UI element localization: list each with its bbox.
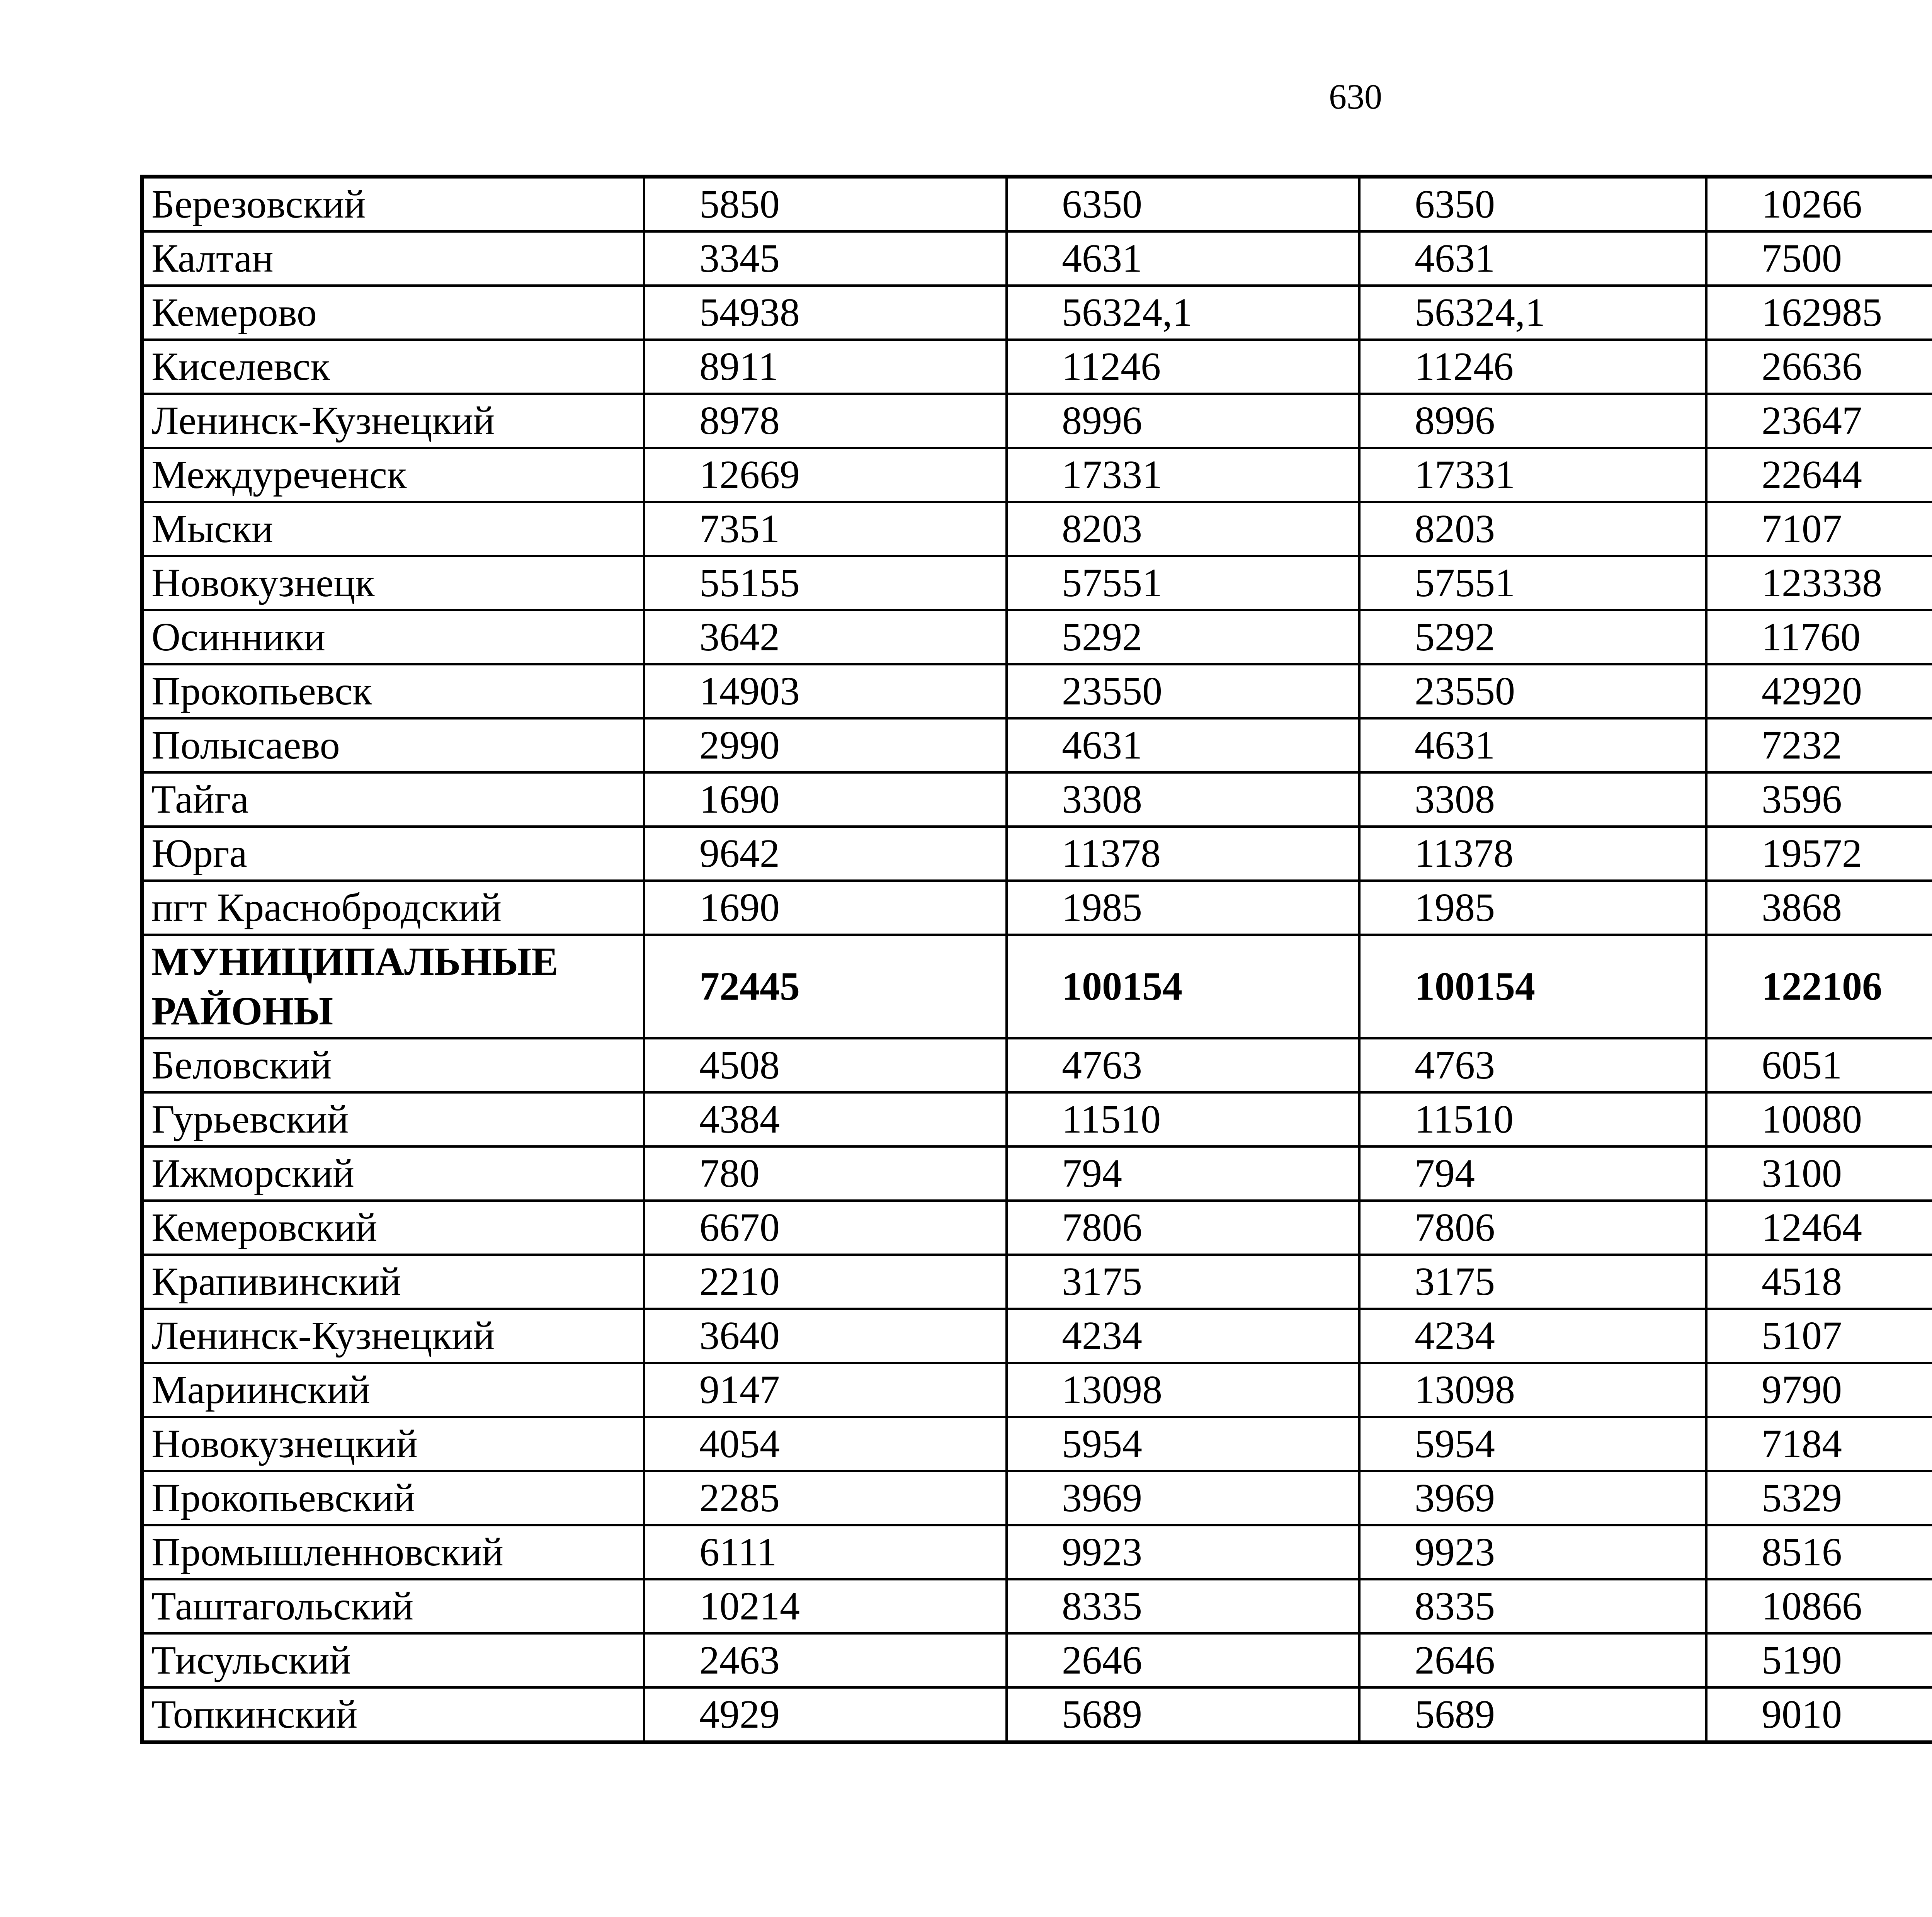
- value-cell-col-1: 4929: [644, 1687, 1007, 1742]
- municipality-name-cell: Прокопьевск: [142, 664, 644, 718]
- value-cell-col-3: 8203: [1359, 502, 1706, 556]
- value-cell-col-2: 1985: [1007, 881, 1359, 935]
- municipality-name-cell: Кемерово: [142, 286, 644, 340]
- value-cell-col-3: 8335: [1359, 1579, 1706, 1633]
- municipality-name-cell: Юрга: [142, 827, 644, 881]
- value-cell-col-1: 2463: [644, 1633, 1007, 1687]
- value-cell-col-4: 19572: [1706, 827, 1932, 881]
- value-cell-col-3: 11246: [1359, 340, 1706, 394]
- table-row: [142, 394, 1932, 448]
- table-row: [142, 1525, 1932, 1579]
- value-cell-col-2: 100154: [1007, 935, 1359, 1038]
- value-cell-col-1: 8911: [644, 340, 1007, 394]
- value-cell-col-3: 5292: [1359, 610, 1706, 664]
- municipality-name-cell: Кемеровский: [142, 1201, 644, 1255]
- value-cell-col-4: 8516: [1706, 1525, 1932, 1579]
- value-cell-col-2: 6350: [1007, 177, 1359, 231]
- value-cell-col-3: 3175: [1359, 1255, 1706, 1309]
- municipality-name-cell: Тисульский: [142, 1633, 644, 1687]
- value-cell-col-3: 8996: [1359, 394, 1706, 448]
- value-cell-col-2: 2646: [1007, 1633, 1359, 1687]
- value-cell-col-1: 780: [644, 1146, 1007, 1201]
- value-cell-col-3: 794: [1359, 1146, 1706, 1201]
- value-cell-col-2: 9923: [1007, 1525, 1359, 1579]
- value-cell-col-3: 4763: [1359, 1038, 1706, 1092]
- value-cell-col-1: 3345: [644, 231, 1007, 286]
- value-cell-col-4: 5329: [1706, 1471, 1932, 1525]
- municipality-name-cell: Ижморский: [142, 1146, 644, 1201]
- value-cell-col-4: 5190: [1706, 1633, 1932, 1687]
- municipality-name-cell: Березовский: [142, 177, 644, 231]
- municipality-name-cell: Междуреченск: [142, 448, 644, 502]
- value-cell-col-2: 17331: [1007, 448, 1359, 502]
- municipality-name-cell: Новокузнецкий: [142, 1417, 644, 1471]
- value-cell-col-1: 6111: [644, 1525, 1007, 1579]
- value-cell-col-2: 8203: [1007, 502, 1359, 556]
- section-total-row: [142, 935, 1932, 1038]
- value-cell-col-3: 23550: [1359, 664, 1706, 718]
- value-cell-col-2: 57551: [1007, 556, 1359, 610]
- value-cell-col-4: 162985: [1706, 286, 1932, 340]
- value-cell-col-1: 4508: [644, 1038, 1007, 1092]
- table-row: [142, 177, 1932, 231]
- municipality-name-cell: Крапивинский: [142, 1255, 644, 1309]
- table-row: [142, 1092, 1932, 1146]
- table-row: [142, 286, 1932, 340]
- value-cell-col-3: 56324,1: [1359, 286, 1706, 340]
- value-cell-col-2: 3175: [1007, 1255, 1359, 1309]
- municipality-name-cell: Тайга: [142, 772, 644, 827]
- value-cell-col-2: 794: [1007, 1146, 1359, 1201]
- value-cell-col-3: 4631: [1359, 231, 1706, 286]
- value-cell-col-4: 4518: [1706, 1255, 1932, 1309]
- value-cell-col-4: 122106: [1706, 935, 1932, 1038]
- table-row: [142, 1471, 1932, 1525]
- table-row: [142, 1687, 1932, 1742]
- value-cell-col-2: 11510: [1007, 1092, 1359, 1146]
- value-cell-col-2: 4763: [1007, 1038, 1359, 1092]
- value-cell-col-2: 3308: [1007, 772, 1359, 827]
- municipality-name-cell: МУНИЦИПАЛЬНЫЕ РАЙОНЫ: [142, 935, 644, 1038]
- municipality-name-cell: Мариинский: [142, 1363, 644, 1417]
- table-row: [142, 1255, 1932, 1309]
- municipality-name-cell: Полысаево: [142, 718, 644, 772]
- value-cell-col-1: 54938: [644, 286, 1007, 340]
- value-cell-col-2: 7806: [1007, 1201, 1359, 1255]
- table-row: [142, 881, 1932, 935]
- value-cell-col-4: 5107: [1706, 1309, 1932, 1363]
- value-cell-col-4: 123338: [1706, 556, 1932, 610]
- value-cell-col-2: 13098: [1007, 1363, 1359, 1417]
- value-cell-col-4: 10080: [1706, 1092, 1932, 1146]
- value-cell-col-1: 2210: [644, 1255, 1007, 1309]
- value-cell-col-4: 7184: [1706, 1417, 1932, 1471]
- value-cell-col-4: 7107: [1706, 502, 1932, 556]
- table-row: [142, 1201, 1932, 1255]
- value-cell-col-1: 55155: [644, 556, 1007, 610]
- value-cell-col-2: 4631: [1007, 718, 1359, 772]
- table-row: [142, 1309, 1932, 1363]
- value-cell-col-2: 8335: [1007, 1579, 1359, 1633]
- municipality-name-cell: Промышленновский: [142, 1525, 644, 1579]
- value-cell-col-1: 6670: [644, 1201, 1007, 1255]
- value-cell-col-2: 11246: [1007, 340, 1359, 394]
- value-cell-col-2: 56324,1: [1007, 286, 1359, 340]
- page-number: 630: [1329, 77, 1382, 116]
- municipality-name-cell: Ленинск-Кузнецкий: [142, 1309, 644, 1363]
- municipality-name-cell: Беловский: [142, 1038, 644, 1092]
- value-cell-col-4: 3100: [1706, 1146, 1932, 1201]
- value-cell-col-3: 7806: [1359, 1201, 1706, 1255]
- value-cell-col-4: 26636: [1706, 340, 1932, 394]
- value-cell-col-4: 3868: [1706, 881, 1932, 935]
- value-cell-col-4: 6051: [1706, 1038, 1932, 1092]
- table-row: [142, 610, 1932, 664]
- value-cell-col-4: 10866: [1706, 1579, 1932, 1633]
- value-cell-col-1: 9642: [644, 827, 1007, 881]
- value-cell-col-1: 10214: [644, 1579, 1007, 1633]
- municipality-name-cell: Топкинский: [142, 1687, 644, 1742]
- value-cell-col-3: 4631: [1359, 718, 1706, 772]
- table-row: [142, 340, 1932, 394]
- value-cell-col-4: 9790: [1706, 1363, 1932, 1417]
- table-row: [142, 556, 1932, 610]
- value-cell-col-3: 100154: [1359, 935, 1706, 1038]
- table-row: [142, 1633, 1932, 1687]
- table-row: [142, 1146, 1932, 1201]
- value-cell-col-1: 8978: [644, 394, 1007, 448]
- value-cell-col-1: 9147: [644, 1363, 1007, 1417]
- value-cell-col-1: 1690: [644, 881, 1007, 935]
- value-cell-col-1: 3640: [644, 1309, 1007, 1363]
- table-row: [142, 827, 1932, 881]
- value-cell-col-3: 17331: [1359, 448, 1706, 502]
- table-body: [142, 177, 1932, 1742]
- municipality-name-cell: пгт Краснобродский: [142, 881, 644, 935]
- value-cell-col-3: 5689: [1359, 1687, 1706, 1742]
- value-cell-col-2: 5954: [1007, 1417, 1359, 1471]
- table-row: [142, 1038, 1932, 1092]
- value-cell-col-2: 23550: [1007, 664, 1359, 718]
- value-cell-col-4: 12464: [1706, 1201, 1932, 1255]
- table-row: [142, 1417, 1932, 1471]
- value-cell-col-1: 72445: [644, 935, 1007, 1038]
- value-cell-col-1: 5850: [644, 177, 1007, 231]
- table-row: [142, 664, 1932, 718]
- value-cell-col-1: 4054: [644, 1417, 1007, 1471]
- table-row: [142, 448, 1932, 502]
- municipality-name-cell: Прокопьевский: [142, 1471, 644, 1525]
- value-cell-col-1: 1690: [644, 772, 1007, 827]
- value-cell-col-3: 1985: [1359, 881, 1706, 935]
- value-cell-col-3: 9923: [1359, 1525, 1706, 1579]
- value-cell-col-4: 3596: [1706, 772, 1932, 827]
- value-cell-col-3: 11510: [1359, 1092, 1706, 1146]
- municipality-name-cell: Киселевск: [142, 340, 644, 394]
- value-cell-col-1: 4384: [644, 1092, 1007, 1146]
- value-cell-col-2: 3969: [1007, 1471, 1359, 1525]
- value-cell-col-3: 3308: [1359, 772, 1706, 827]
- value-cell-col-1: 7351: [644, 502, 1007, 556]
- value-cell-col-1: 12669: [644, 448, 1007, 502]
- value-cell-col-2: 4234: [1007, 1309, 1359, 1363]
- value-cell-col-4: 7500: [1706, 231, 1932, 286]
- value-cell-col-1: 3642: [644, 610, 1007, 664]
- value-cell-col-2: 8996: [1007, 394, 1359, 448]
- value-cell-col-3: 2646: [1359, 1633, 1706, 1687]
- value-cell-col-4: 11760: [1706, 610, 1932, 664]
- table-row: [142, 502, 1932, 556]
- value-cell-col-2: 5689: [1007, 1687, 1359, 1742]
- table-row: [142, 231, 1932, 286]
- value-cell-col-3: 13098: [1359, 1363, 1706, 1417]
- value-cell-col-4: 9010: [1706, 1687, 1932, 1742]
- value-cell-col-3: 6350: [1359, 177, 1706, 231]
- value-cell-col-2: 5292: [1007, 610, 1359, 664]
- value-cell-col-2: 11378: [1007, 827, 1359, 881]
- value-cell-col-4: 22644: [1706, 448, 1932, 502]
- value-cell-col-1: 2990: [644, 718, 1007, 772]
- municipality-name-cell: Осинники: [142, 610, 644, 664]
- municipality-name-cell: Ленинск-Кузнецкий: [142, 394, 644, 448]
- municipality-name-cell: Таштагольский: [142, 1579, 644, 1633]
- value-cell-col-1: 14903: [644, 664, 1007, 718]
- value-cell-col-4: 23647: [1706, 394, 1932, 448]
- table-row: [142, 718, 1932, 772]
- municipality-name-cell: Новокузнецк: [142, 556, 644, 610]
- municipality-name-cell: Калтан: [142, 231, 644, 286]
- value-cell-col-3: 11378: [1359, 827, 1706, 881]
- value-cell-col-4: 10266: [1706, 177, 1932, 231]
- table-row: [142, 1363, 1932, 1417]
- value-cell-col-3: 3969: [1359, 1471, 1706, 1525]
- table-row: [142, 772, 1932, 827]
- municipality-name-cell: Гурьевский: [142, 1092, 644, 1146]
- value-cell-col-4: 7232: [1706, 718, 1932, 772]
- municipality-name-cell: Мыски: [142, 502, 644, 556]
- value-cell-col-2: 4631: [1007, 231, 1359, 286]
- value-cell-col-1: 2285: [644, 1471, 1007, 1525]
- data-table: [140, 175, 1932, 1744]
- value-cell-col-3: 57551: [1359, 556, 1706, 610]
- table-row: [142, 1579, 1932, 1633]
- value-cell-col-4: 42920: [1706, 664, 1932, 718]
- value-cell-col-3: 5954: [1359, 1417, 1706, 1471]
- value-cell-col-3: 4234: [1359, 1309, 1706, 1363]
